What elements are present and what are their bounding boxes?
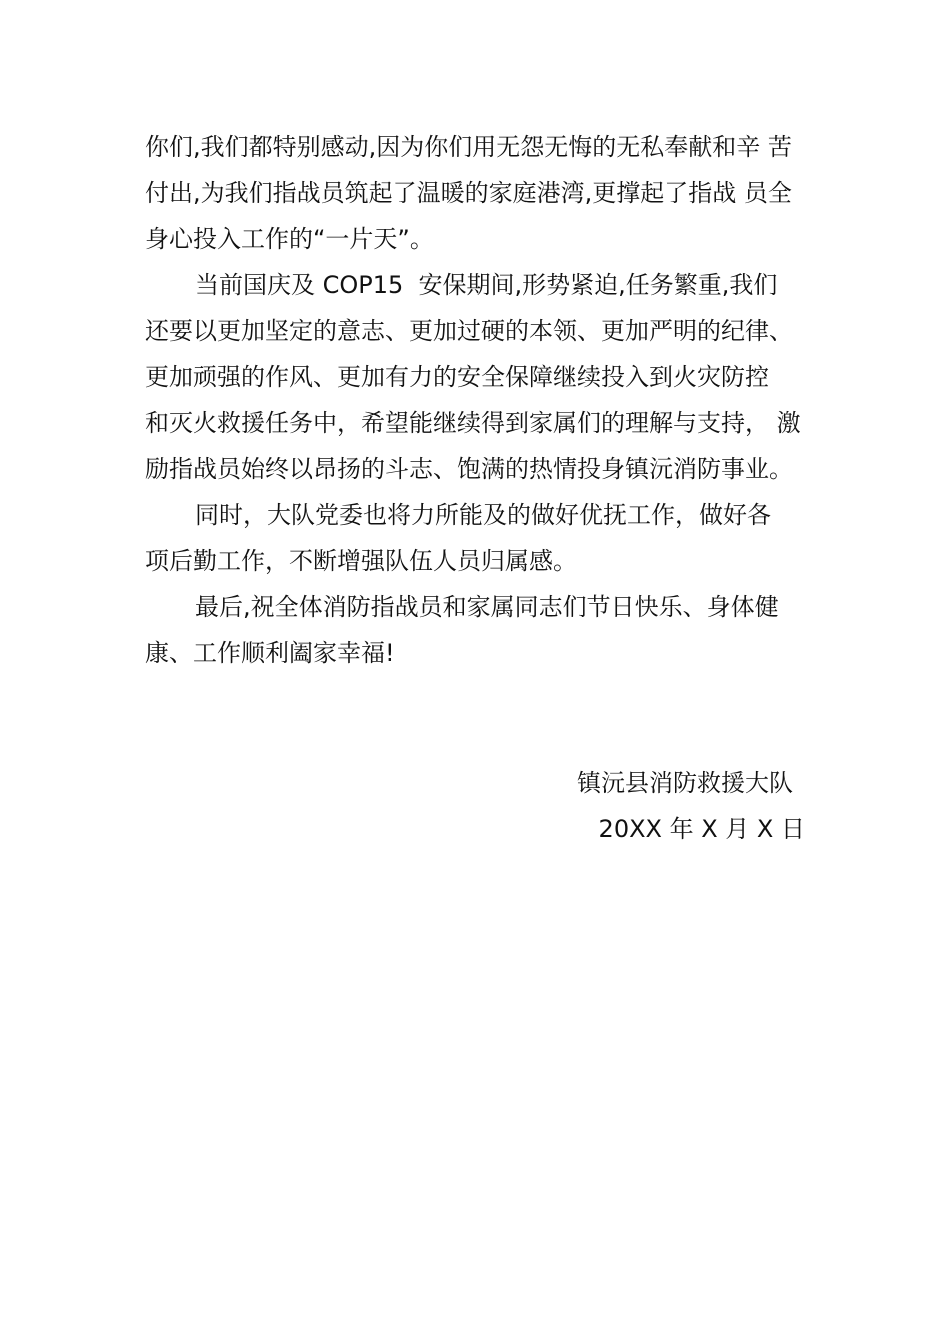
letter-body xyxy=(145,124,817,676)
text-line: 康、工作顺利阖家幸福! xyxy=(145,639,395,667)
paragraph-3 xyxy=(145,492,817,584)
text-line: 项后勤工作，不断增强队伍人员归属感。 xyxy=(145,547,577,575)
signature-organization: 镇沅县消防救援大队 xyxy=(577,769,793,797)
paragraph-4 xyxy=(145,584,817,676)
text-line: 最后,祝全体消防指战员和家属同志们节日快乐、身体健 xyxy=(195,593,779,621)
paragraph-2 xyxy=(145,262,817,492)
text-line: 同时，大队党委也将力所能及的做好优抚工作，做好各 xyxy=(195,501,771,529)
text-line: 励指战员始终以昂扬的斗志、饱满的热情投身镇沅消防事业。 xyxy=(145,455,793,483)
paragraph-1 xyxy=(145,124,817,262)
signature-date: 20XX 年 X 月 X 日 xyxy=(598,815,805,843)
text-line: 当前国庆及 COP15 安保期间,形势紧迫,任务繁重,我们 xyxy=(195,271,778,299)
text-line: 身心投入工作的“一片天”。 xyxy=(145,225,434,253)
text-line: 你们,我们都特别感动,因为你们用无怨无悔的无私奉献和辛 苦 xyxy=(145,133,792,161)
text-line: 更加顽强的作风、更加有力的安全保障继续投入到火灾防控 xyxy=(145,363,769,391)
text-line: 还要以更加坚定的意志、更加过硬的本领、更加严明的纪律、 xyxy=(145,317,793,345)
text-line: 和灭火救援任务中，希望能继续得到家属们的理解与支持， 激 xyxy=(145,409,801,437)
text-line: 付出,为我们指战员筑起了温暖的家庭港湾,更撑起了指战 员全 xyxy=(145,179,792,207)
signature-block xyxy=(577,760,805,852)
